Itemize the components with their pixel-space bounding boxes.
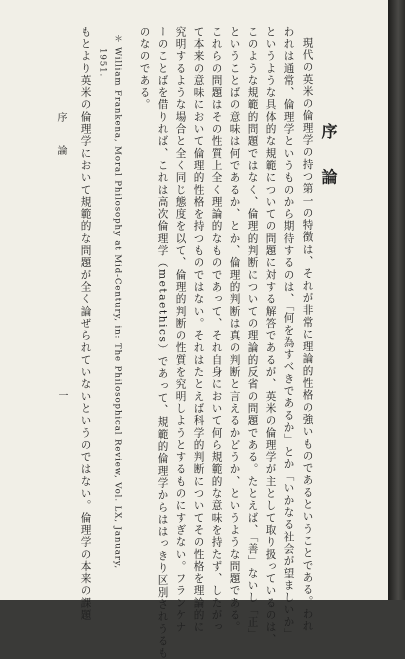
page-edge-shadow [388,0,405,600]
body-line-5: ということばの意味は何であるか、とか、倫理的判断は真の判断と言えるかどうか、というような問題である。 [228,26,241,634]
body-line-9: ーのことばを借りれば、これは高次倫理学（metaethics）であって、規範的倫理学からははっきり区別されうるも [156,26,169,659]
body-line-1: 現代の英米の倫理学の持つ第一の特徴は、それが非常に理論的性格の強いものであるということである。われ [301,37,314,633]
footnote [113,34,122,569]
footnote-continuation: 1951. [97,48,108,78]
footnote-text: William Frankena, Moral Philosophy at Mid-Century, in: The Philosophical Review, Vol. LX, January, [112,47,123,569]
body-line-3: というような具体的な規範についての問題に対する解答であるが、英米の倫理学が主として取り扱っているのは、 [264,26,277,646]
body-line-7: て本来の意味において倫理的性格を持つものではない。それはたとえば科学的判断についてその性格を理論的に [192,26,205,634]
chapter-heading: 序 論 [319,123,338,197]
body-line-8: 究明するような場合と全く同じ態度を以て、倫理的判断の性質を究明しようとするものにすぎない。フランケナ [174,26,187,634]
running-head: 序 論 [55,112,66,166]
page-number: 一 [56,390,67,400]
body-line-10: のなのである。 [138,26,151,112]
body-line-11: もとより英米の倫理学において規範的な問題が全く論ぜられていないというのではない。倫理学の本来の課題 [79,26,92,622]
body-line-4: このような規範的問題ではなく、倫理的判断についての理論的反省の問題である。たとえば、「善」ないし「正」 [246,26,259,641]
body-line-2: われは通常、倫理学というものから期待するのは、「何を為すべきであるか」とか「いかなる社会が望ましいか」 [282,26,295,641]
body-line-6: これらの問題はその性質上全く理論的なものであって、それ自身において何ら規範的な意味を持たず、したがっ [210,26,223,634]
footnote-marker: ＊ [112,34,123,44]
